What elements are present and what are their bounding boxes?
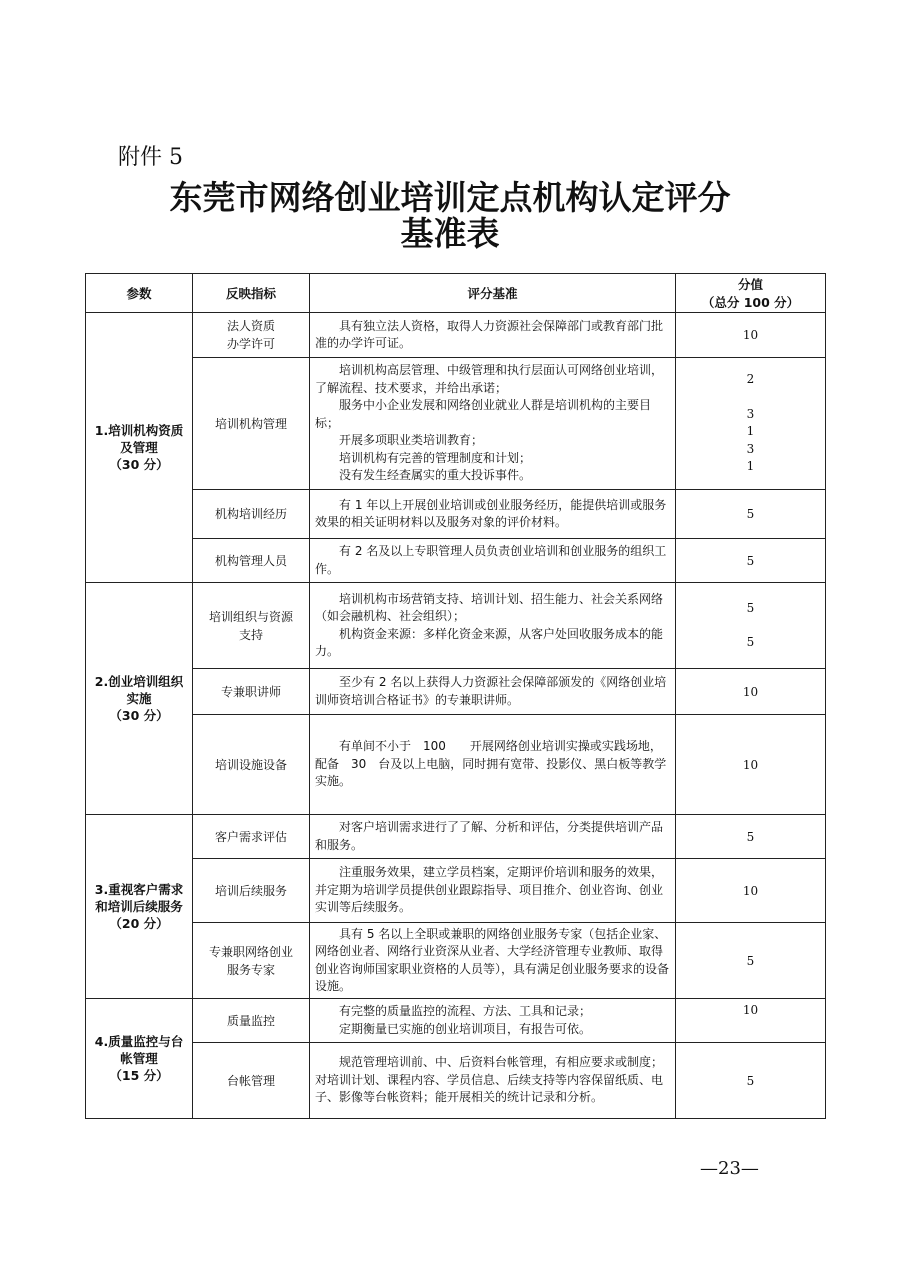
document-title-line2: 基准表 <box>400 214 500 253</box>
param-line: 3.重视客户需求 <box>94 882 184 897</box>
indicator-cell: 客户需求评估 <box>193 815 310 859</box>
table-row <box>86 859 826 923</box>
indicator-line: 办学许可 <box>226 337 275 351</box>
indicator-line: 服务专家 <box>226 962 275 977</box>
header-param: 参数 <box>86 274 193 313</box>
table-row <box>86 490 826 539</box>
indicator-cell: 培训设施设备 <box>193 715 310 815</box>
score-value: 3 <box>746 406 755 421</box>
score-cell: 10 <box>676 859 826 923</box>
criteria-text: 注重服务效果，建立学员档案，定期评价培训和服务的效果，并定期为培训学员提供创业跟踪指导、项目推介、创业咨询、创业实训等后续服务。 <box>315 865 664 915</box>
score-cell: 5 <box>676 539 826 583</box>
criteria-cell <box>310 715 676 815</box>
criteria-text: 对客户培训需求进行了了解、分析和评估，分类提供培训产品和服务。 <box>315 820 664 852</box>
scoring-table <box>85 273 826 1119</box>
criteria-cell <box>310 923 676 999</box>
score-cell: 10 <box>676 313 826 358</box>
table-row <box>86 313 826 358</box>
indicator-line: 法人资质 <box>226 319 275 333</box>
header-score-line1: 分值 <box>737 277 763 292</box>
criteria-cell <box>310 859 676 923</box>
header-score-line2: （总分 100 分） <box>701 295 800 310</box>
score-value: 3 <box>746 441 755 456</box>
table-header-row <box>86 274 826 313</box>
param-line: 及管理 <box>120 440 158 455</box>
score-cell: 5 <box>676 815 826 859</box>
criteria-text: 具有独立法人资格，取得人力资源社会保障部门或教育部门批准的办学许可证。 <box>315 318 664 350</box>
criteria-cell <box>310 583 676 669</box>
table-row <box>86 815 826 859</box>
table-row <box>86 669 826 715</box>
section-param <box>86 313 193 583</box>
indicator-line: 支持 <box>238 627 263 642</box>
score-cell <box>676 358 826 490</box>
indicator-cell: 台帐管理 <box>193 1043 310 1119</box>
indicator-cell: 培训后续服务 <box>193 859 310 923</box>
param-line: 和培训后续服务 <box>95 899 183 914</box>
score-cell: 5 <box>676 490 826 539</box>
score-cell: 10 <box>676 669 826 715</box>
criteria-cell <box>310 490 676 539</box>
score-value: 5 <box>746 635 755 649</box>
indicator-line: 专兼职网络创业 <box>208 944 293 959</box>
table-row <box>86 539 826 583</box>
criteria-cell <box>310 999 676 1043</box>
criteria-text: 至少有 2 名以上获得人力资源社会保障部颁发的《网络创业培训师资培训合格证书》的专兼职讲师。 <box>315 675 667 707</box>
header-indicator: 反映指标 <box>193 274 310 313</box>
criteria-text: 开展多项职业类培训教育； <box>339 433 484 448</box>
annex-label: 附件 5 <box>118 145 183 170</box>
indicator-cell: 质量监控 <box>193 999 310 1043</box>
indicator-cell <box>193 313 310 358</box>
criteria-text: 机构资金来源：多样化资金来源，从客户处回收服务成本的能力。 <box>315 626 664 658</box>
indicator-cell <box>193 583 310 669</box>
criteria-text: 有完整的质量监控的流程、方法、工具和记录； <box>339 1004 592 1018</box>
param-line: 4.质量监控与台 <box>94 1034 184 1049</box>
criteria-text: 有单间不小于 100 开展网络创业培训实操或实践场地，配备 30 台及以上电脑，同时拥有宽带、投影仪、黑白板等教学实施。 <box>315 739 667 789</box>
score-value: 5 <box>746 600 755 615</box>
indicator-line: 培训组织与资源 <box>208 609 293 624</box>
table-row <box>86 583 826 669</box>
param-line: （30 分） <box>109 708 169 723</box>
table-row <box>86 923 826 999</box>
score-cell: 5 <box>676 1043 826 1119</box>
criteria-text: 服务中小企业发展和网络创业就业人群是培训机构的主要目标； <box>315 398 652 430</box>
indicator-cell: 机构培训经历 <box>193 490 310 539</box>
header-score <box>676 274 826 313</box>
score-cell: 10 <box>676 999 826 1043</box>
param-line: 帐管理 <box>120 1051 158 1066</box>
indicator-cell: 专兼职讲师 <box>193 669 310 715</box>
indicator-cell <box>193 923 310 999</box>
section-param <box>86 999 193 1119</box>
indicator-cell: 培训机构管理 <box>193 358 310 490</box>
score-value: 1 <box>746 459 755 474</box>
criteria-cell <box>310 539 676 583</box>
score-value: 1 <box>746 424 755 439</box>
param-line: （20 分） <box>109 916 169 931</box>
section-param <box>86 583 193 815</box>
indicator-cell: 机构管理人员 <box>193 539 310 583</box>
criteria-text: 定期衡量已实施的创业培训项目，有报告可依。 <box>339 1021 592 1036</box>
score-cell: 5 <box>676 923 826 999</box>
table-row <box>86 1043 826 1119</box>
param-line: 实施 <box>126 691 152 706</box>
criteria-text: 没有发生经查属实的重大投诉事件。 <box>339 468 532 483</box>
criteria-text: 有 2 名及以上专职管理人员负责创业培训和创业服务的组织工作。 <box>315 544 667 576</box>
criteria-cell <box>310 1043 676 1119</box>
criteria-text: 培训机构有完善的管理制度和计划； <box>339 450 532 465</box>
param-line: 2.创业培训组织 <box>94 674 184 689</box>
score-cell: 10 <box>676 715 826 815</box>
criteria-cell <box>310 313 676 358</box>
table-row <box>86 715 826 815</box>
table-row <box>86 999 826 1043</box>
criteria-text: 具有 5 名以上全职或兼职的网络创业服务专家（包括企业家、网络创业者、网络行业资深从业者、大学经济管理专业教师、取得创业咨询师国家职业资格的人员等），具有满足创业服务要求的设备设施。 <box>315 926 670 993</box>
header-criteria: 评分基准 <box>310 274 676 313</box>
section-param <box>86 815 193 999</box>
param-line: 1.培训机构资质 <box>94 423 184 438</box>
criteria-cell <box>310 669 676 715</box>
document-title-line1: 东莞市网络创业培训定点机构认定评分 <box>169 178 731 217</box>
param-line: （30 分） <box>109 457 169 472</box>
page-number: —23— <box>700 1158 759 1179</box>
criteria-cell <box>310 358 676 490</box>
table-row <box>86 358 826 490</box>
score-value: 2 <box>746 372 755 387</box>
criteria-text: 有 1 年以上开展创业培训或创业服务经历，能提供培训或服务效果的相关证明材料以及服务对象的评价材料。 <box>315 497 667 529</box>
param-line: （15 分） <box>109 1068 169 1083</box>
criteria-text: 培训机构高层管理、中级管理和执行层面认可网络创业培训，了解流程、技术要求，并给出承诺； <box>315 363 664 395</box>
criteria-text: 规范管理培训前、中、后资料台帐管理，有相应要求或制度；对培训计划、课程内容、学员信息、后续支持等内容保留纸质、电子、影像等台帐资料；能开展相关的统计记录和分析。 <box>315 1055 664 1105</box>
criteria-cell <box>310 815 676 859</box>
score-cell <box>676 583 826 669</box>
criteria-text: 培训机构市场营销支持、培训计划、招生能力、社会关系网络（如会融机构、社会组织）； <box>315 591 664 623</box>
